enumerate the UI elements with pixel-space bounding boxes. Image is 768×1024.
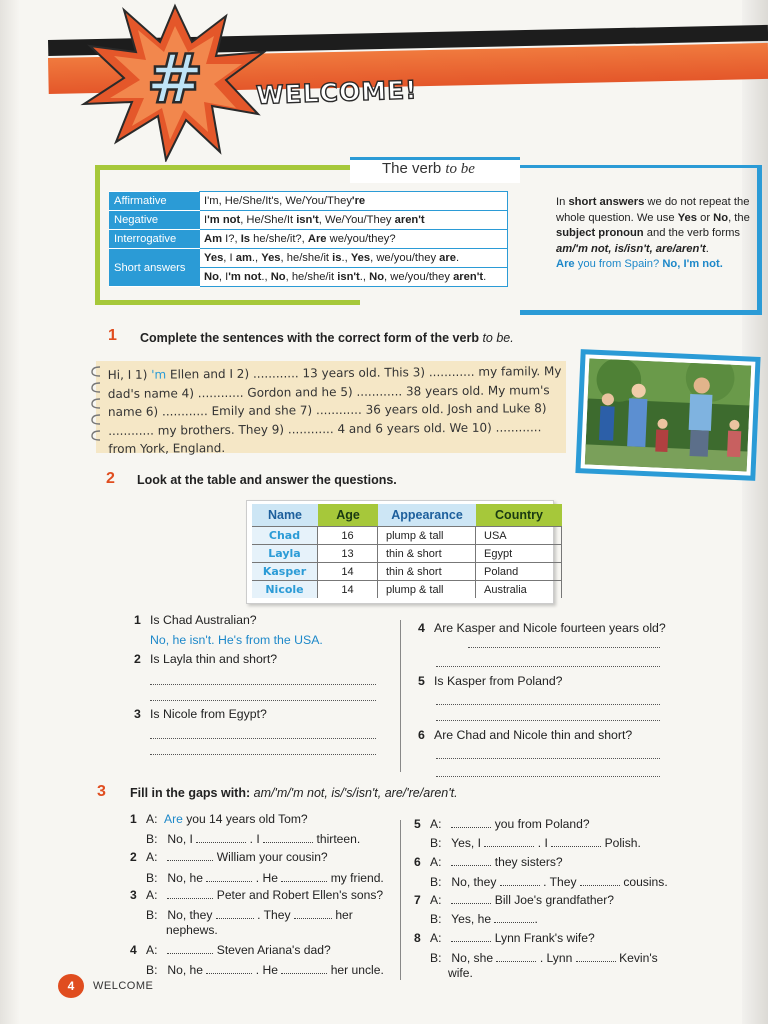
gap[interactable]	[576, 951, 616, 962]
grammar-row	[110, 211, 508, 230]
question-number: 5	[418, 674, 425, 688]
answer-line[interactable]	[150, 684, 376, 685]
answer-line[interactable]	[468, 647, 660, 648]
gap[interactable]	[263, 832, 313, 843]
exercise-1-number: 1	[108, 327, 117, 344]
cell-name: Nicole	[252, 580, 318, 598]
info-table	[252, 504, 562, 598]
answer-line[interactable]	[436, 776, 660, 777]
question-text: Is Kasper from Poland?	[434, 674, 563, 688]
dialogue-6-a: 6 A: they sisters?	[414, 855, 563, 869]
family-photo	[585, 359, 751, 472]
grammar-label: Interrogative	[110, 230, 200, 249]
grammar-title	[382, 160, 475, 178]
grammar-text: I'm, He/She/It's, We/You/They're	[200, 192, 508, 211]
dialogue-3-a: 3 A: Peter and Robert Ellen's sons?	[130, 888, 384, 902]
table-row	[252, 580, 562, 598]
question-text: Is Chad Australian?	[150, 613, 257, 627]
answer-line[interactable]	[150, 700, 376, 701]
grammar-label: Short answers	[110, 249, 200, 287]
cell-appearance: thin & short	[378, 544, 476, 562]
dialogue-4-b: B: No, he . He her uncle.	[146, 963, 384, 977]
dialogue-3-b-cont: nephews.	[166, 923, 218, 937]
gap[interactable]	[281, 963, 327, 974]
page-number-badge: 4	[58, 974, 84, 998]
answer-line[interactable]	[150, 738, 376, 739]
question-number: 2	[134, 652, 141, 666]
footer-section-title: WELCOME	[93, 980, 154, 992]
question-text: Is Layla thin and short?	[150, 652, 278, 666]
gap[interactable]	[551, 836, 601, 847]
column-header-country: Country	[476, 504, 562, 526]
question-1-answer: No, he isn't. He's from the USA.	[150, 633, 323, 647]
question-1	[134, 612, 257, 629]
dialogue-5-b: B: Yes, I . I Polish.	[430, 836, 641, 850]
gap[interactable]	[206, 963, 252, 974]
exercise-2-number: 2	[106, 470, 115, 487]
exercise-3-instruction-text: Fill in the gaps with:	[130, 786, 251, 800]
dialogue-5-a: 5 A: you from Poland?	[414, 817, 590, 831]
exercise-3-instruction	[130, 786, 458, 800]
gap[interactable]	[496, 951, 536, 962]
dialogue-6-b: B: No, they . They cousins.	[430, 875, 668, 889]
dialogue-2-a: 2 A: William your cousin?	[130, 850, 328, 864]
starburst-logo	[80, 2, 270, 162]
grammar-text: Am I?, Is he/she/it?, Are we/you/they?	[200, 230, 508, 249]
cell-name: Layla	[252, 544, 318, 562]
grammar-text: I'm not, He/She/It isn't, We/You/They aren't	[200, 211, 508, 230]
column-header-appearance: Appearance	[378, 504, 476, 526]
gap[interactable]	[451, 893, 491, 904]
dialogue-7-a: 7 A: Bill Joe's grandfather?	[414, 893, 615, 907]
cell-name: Kasper	[252, 562, 318, 580]
dialogue-4-a: 4 A: Steven Ariana's dad?	[130, 943, 331, 957]
cell-age: 14	[318, 562, 378, 580]
grammar-table	[109, 191, 508, 287]
spiral-binder-icon	[90, 361, 104, 453]
grammar-row	[110, 192, 508, 211]
column-divider	[400, 620, 401, 772]
cell-country: Egypt	[476, 544, 562, 562]
table-row	[252, 562, 562, 580]
exercise-1-instruction	[140, 331, 514, 345]
gap[interactable]	[494, 912, 534, 923]
exercise-1-instruction-text: Complete the sentences with the correct form of the verb	[140, 331, 479, 345]
cell-appearance: plump & tall	[378, 526, 476, 544]
gap[interactable]	[451, 931, 491, 942]
question-5	[418, 673, 563, 690]
cell-appearance: thin & short	[378, 562, 476, 580]
gap[interactable]	[167, 943, 213, 954]
gap[interactable]	[294, 908, 332, 919]
table-row	[252, 526, 562, 544]
gap[interactable]	[281, 871, 327, 882]
column-divider	[400, 820, 401, 980]
gap[interactable]	[196, 832, 246, 843]
dialogue-8-a: 8 A: Lynn Frank's wife?	[414, 931, 595, 945]
question-4	[418, 620, 674, 637]
page-outer-edge	[742, 0, 768, 1024]
answer-line[interactable]	[150, 754, 376, 755]
dialogue-3-b: B: No, they . They her	[146, 908, 353, 922]
welcome-title: WELCOME!	[255, 75, 419, 110]
grammar-label: Negative	[110, 211, 200, 230]
cell-appearance: plump & tall	[378, 580, 476, 598]
exercise-1-instruction-italic: to be.	[482, 331, 514, 345]
grammar-label: Affirmative	[110, 192, 200, 211]
question-text: Are Chad and Nicole thin and short?	[434, 728, 633, 742]
grammar-row	[110, 249, 508, 268]
dialogue-2-b: B: No, he . He my friend.	[146, 871, 384, 885]
grammar-note-example: Are you from Spain? No, I'm not.	[556, 258, 723, 271]
column-header-name: Name	[252, 504, 318, 526]
dialogue-1-b: B: No, I . I thirteen.	[146, 832, 361, 846]
question-3	[134, 706, 267, 723]
gap[interactable]	[451, 817, 491, 828]
question-6	[418, 727, 632, 744]
gap[interactable]	[206, 871, 252, 882]
dialogue-8-b: B: No, she . Lynn Kevin's	[430, 951, 658, 965]
exercise-1-paragraph: Hi, I 1) 'm Ellen and I 2) ............ 13 years old. This 3) ............ my family. My dad's name 4) ............ Gordon and he 5) ............ 38 years old. My mum's name 6) ............ Emily and she 7) ............ 36 years old. Josh and Luke 8) ............ my brothers. They 9) ............ 4 and 6 years old. We 10) ............ from York, England.	[107, 364, 562, 456]
question-text: Are Kasper and Nicole fourteen years old?	[434, 621, 666, 635]
question-text: Is Nicole from Egypt?	[150, 707, 267, 721]
info-table-header	[252, 504, 562, 526]
gap[interactable]	[451, 855, 491, 866]
dialogue-8-b-cont: wife.	[448, 966, 473, 980]
grammar-text: Yes, I am., Yes, he/she/it is., Yes, we/you/they are.	[200, 249, 508, 268]
cell-country: Poland	[476, 562, 562, 580]
question-number: 3	[134, 707, 141, 721]
dialogue-7-b: B: Yes, he .	[430, 912, 538, 926]
cell-country: USA	[476, 526, 562, 544]
exercise-3-instruction-italic: am/'m/'m not, is/'s/isn't, are/'re/aren't.	[253, 786, 458, 800]
grammar-title-prefix: The verb	[382, 160, 442, 177]
cell-age: 13	[318, 544, 378, 562]
answer-line[interactable]	[436, 704, 660, 705]
answer-line[interactable]	[436, 720, 660, 721]
question-2	[134, 651, 277, 668]
exercise-2-instruction: Look at the table and answer the questions.	[137, 473, 397, 487]
cell-age: 14	[318, 580, 378, 598]
answer-line[interactable]	[436, 758, 660, 759]
exercise-3-number: 3	[97, 783, 106, 800]
cell-name: Chad	[252, 526, 318, 544]
gap[interactable]	[167, 850, 213, 861]
family-photo-frame	[575, 349, 760, 481]
gap[interactable]	[167, 888, 213, 899]
grammar-title-italic: to be	[445, 161, 475, 177]
dialogue-1-a: 1 A: Are you 14 years old Tom?	[130, 812, 308, 826]
cell-country: Australia	[476, 580, 562, 598]
grammar-note-text: In short answers we do not repeat the whole question. We use Yes or No, the subject pronoun and the verb forms am/'m not, is/isn't, are/aren't.	[556, 196, 750, 255]
hashtag-glyph: #	[146, 40, 204, 119]
grammar-text: No, I'm not., No, he/she/it isn't., No, we/you/they aren't.	[200, 268, 508, 287]
grammar-row	[110, 230, 508, 249]
column-header-age: Age	[318, 504, 378, 526]
gap[interactable]	[580, 875, 620, 886]
question-number: 4	[418, 621, 425, 635]
answer-line[interactable]	[436, 666, 660, 667]
question-number: 6	[418, 728, 425, 742]
question-number: 1	[134, 613, 141, 627]
grammar-note	[556, 195, 756, 273]
gap[interactable]	[216, 908, 254, 919]
table-row	[252, 544, 562, 562]
gap[interactable]	[484, 836, 534, 847]
cell-age: 16	[318, 526, 378, 544]
page-binding-edge	[0, 0, 20, 1024]
gap[interactable]	[500, 875, 540, 886]
